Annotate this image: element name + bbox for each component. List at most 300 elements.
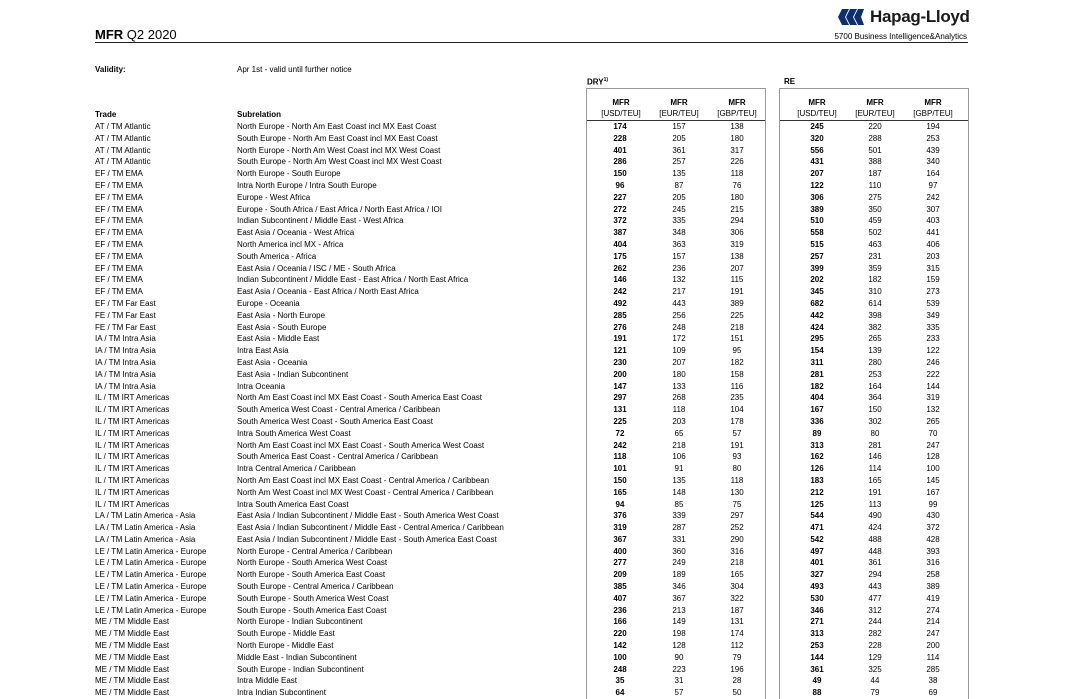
dry-gbp-cell: 79 [732, 652, 742, 662]
re-usd-cell: 202 [810, 275, 824, 285]
re-gbp-cell: 428 [926, 534, 940, 544]
re-usd-cell: 271 [810, 617, 824, 627]
re-gbp-cell: 406 [926, 239, 940, 249]
table-row [0, 286, 1080, 298]
re-gbp-cell: 349 [926, 310, 940, 320]
dry-usd-cell: 209 [613, 570, 627, 580]
dry-eur-cell: 189 [672, 570, 686, 580]
dry-gbp-cell: 218 [730, 322, 744, 332]
dry-eur-cell: 367 [672, 593, 686, 603]
trade-cell: EF / TM EMA [95, 251, 143, 261]
subrelation-origin: Intra East Asia [237, 346, 289, 356]
subrelation-destination: North Am West Coast incl MX West Coast [291, 145, 441, 155]
re-gbp-cell: 273 [926, 287, 940, 297]
dry-eur-cell: 157 [672, 251, 686, 261]
subrelation-cell: North Am East Coast incl MX East Coast - South America West Coast [237, 440, 485, 450]
subrelation-origin: South America [237, 251, 290, 261]
subrelation-cell: South America West Coast - Central America / Caribbean [237, 405, 441, 415]
dry-eur-cell: 91 [674, 464, 684, 474]
re-eur-cell: 350 [868, 204, 882, 214]
re-usd-cell: 207 [810, 169, 824, 179]
dry-usd-cell: 64 [615, 688, 625, 698]
subrelation-cell: East Asia / Indian Subcontinent / Middle East - South America West Coast [237, 511, 499, 521]
dry-usd-cell: 400 [613, 546, 627, 556]
dry-usd-cell: 248 [613, 664, 627, 674]
re-usd-cell: 295 [810, 334, 824, 344]
dry-usd-cell: 242 [613, 440, 627, 450]
table-row [0, 581, 1080, 593]
table-row [0, 251, 1080, 263]
re-eur-cell: 459 [868, 216, 882, 226]
trade-cell: EF / TM EMA [95, 216, 143, 226]
re-usd-cell: 389 [810, 204, 824, 214]
re-eur-cell: 228 [868, 641, 882, 651]
trade-cell: LE / TM Latin America - Europe [95, 605, 207, 615]
subrelation-cell: South America East Coast - Central America / Caribbean [237, 452, 438, 462]
re-eur-cell: 182 [868, 275, 882, 285]
trade-cell: FE / TM Far East [95, 310, 156, 320]
dry-eur-cell: 148 [672, 487, 686, 497]
dry-usd-cell: 401 [613, 145, 627, 155]
trade-cell: IL / TM IRT Americas [95, 499, 170, 509]
table-row [0, 451, 1080, 463]
re-usd-cell: 89 [812, 428, 822, 438]
trade-cell: IL / TM IRT Americas [95, 405, 170, 415]
trade-cell: ME / TM Middle East [95, 652, 170, 662]
dry-gbp-cell: 138 [730, 251, 744, 261]
dry-eur-cell: 180 [672, 369, 686, 379]
re-eur-cell: 280 [868, 357, 882, 367]
re-gbp-cell: 247 [926, 629, 940, 639]
subrelation-destination: Middle East [277, 334, 320, 344]
subrelation-origin: East Asia / Indian Subcontinent / Middle East [237, 511, 397, 521]
re-eur-cell: 312 [868, 605, 882, 615]
dry-gbp-cell: 187 [730, 605, 744, 615]
subrelation-cell: South Europe - Central America / Caribbean [237, 582, 394, 592]
re-gbp-cell: 335 [926, 322, 940, 332]
dry-eur-cell: 223 [672, 664, 686, 674]
table-row [0, 322, 1080, 334]
re-eur-cell: 275 [868, 192, 882, 202]
re-eur-cell: 231 [868, 251, 882, 261]
re-eur-cell: 146 [868, 452, 882, 462]
dry-usd-cell: 96 [615, 180, 625, 190]
subrelation-destination: Central America / Caribbean [403, 523, 504, 533]
re-gbp-cell: 430 [926, 511, 940, 521]
validity-value: Apr 1st - valid until further notice [237, 65, 352, 74]
dry-usd-cell: 200 [613, 369, 627, 379]
dry-gbp-cell: 252 [730, 523, 744, 533]
dry-gbp-cell: 158 [730, 369, 744, 379]
re-gbp-cell: 315 [926, 263, 940, 273]
rate-table [0, 121, 1080, 699]
table-row [0, 605, 1080, 617]
trade-cell: AT / TM Atlantic [95, 133, 151, 143]
header-divider [95, 42, 968, 43]
re-gbp-cell: 242 [926, 192, 940, 202]
re-gbp-cell: 419 [926, 593, 940, 603]
subrelation-destination: Oceania [269, 298, 300, 308]
re-usd-cell: 320 [810, 133, 824, 143]
re-usd-cell: 313 [810, 629, 824, 639]
re-eur-cell: 113 [868, 499, 882, 509]
re-usd-cell: 556 [810, 145, 824, 155]
dry-eur-cell: 85 [674, 499, 684, 509]
table-row [0, 357, 1080, 369]
re-eur-cell: 220 [868, 122, 882, 131]
dry-eur-cell: 157 [672, 122, 686, 131]
subrelation-cell: East Asia - South Europe [237, 322, 327, 332]
trade-cell: EF / TM EMA [95, 228, 143, 238]
dry-usd-cell: 220 [613, 629, 627, 639]
re-usd-cell: 346 [810, 605, 824, 615]
table-row [0, 180, 1080, 192]
re-usd-cell: 401 [810, 558, 824, 568]
table-row [0, 274, 1080, 286]
trade-cell: LA / TM Latin America - Asia [95, 511, 196, 521]
subrelation-origin: East Asia / Indian Subcontinent / Middle East [237, 523, 397, 533]
re-gbp-cell: 389 [926, 582, 940, 592]
re-usd-cell: 281 [810, 369, 824, 379]
dry-eur-cell: 87 [674, 180, 684, 190]
dry-gbp-cell: 389 [730, 298, 744, 308]
dry-gbp-header: MFR [GBP/TEU] [717, 98, 757, 118]
dry-gbp-cell: 297 [730, 511, 744, 521]
dry-eur-cell: 90 [674, 652, 684, 662]
re-eur-cell: 463 [868, 239, 882, 249]
table-row [0, 664, 1080, 676]
dry-usd-cell: 150 [613, 169, 627, 179]
re-gbp-cell: 265 [926, 416, 940, 426]
table-row [0, 310, 1080, 322]
table-row [0, 510, 1080, 522]
dry-usd-cell: 285 [613, 310, 627, 320]
re-gbp-cell: 274 [926, 605, 940, 615]
dry-usd-cell: 376 [613, 511, 627, 521]
subrelation-destination: West Africa [313, 228, 355, 238]
subrelation-cell: Indian Subcontinent / Middle East - West Africa [237, 216, 404, 226]
subrelation-destination: Indian Subcontinent [291, 617, 363, 627]
dry-usd-cell: 101 [613, 464, 627, 474]
dry-gbp-cell: 207 [730, 263, 744, 273]
re-eur-cell: 310 [868, 287, 882, 297]
subrelation-origin: Intra South America West Coast [237, 428, 351, 438]
subrelation-cell [237, 381, 285, 393]
dry-usd-cell: 100 [613, 652, 627, 662]
subrelation-origin: South America East Coast [237, 452, 331, 462]
dry-usd-cell: 272 [613, 204, 627, 214]
re-gbp-cell: 539 [926, 298, 940, 308]
re-eur-cell: 253 [868, 369, 882, 379]
dry-usd-cell: 236 [613, 605, 627, 615]
subrelation-origin: East Asia / Oceania / ISC / ME [237, 263, 346, 273]
table-row [0, 616, 1080, 628]
dry-usd-cell: 72 [615, 428, 625, 438]
subrelation-cell: Europe - West Africa [237, 192, 311, 202]
re-usd-cell: 431 [810, 157, 824, 167]
dry-eur-cell: 172 [672, 334, 686, 344]
trade-cell: EF / TM EMA [95, 204, 143, 214]
table-row [0, 440, 1080, 452]
dry-usd-cell: 319 [613, 523, 627, 533]
trade-cell: ME / TM Middle East [95, 617, 170, 627]
subrelation-origin: East Asia [237, 357, 271, 367]
dry-usd-cell: 35 [615, 676, 625, 686]
trade-cell: LA / TM Latin America - Asia [95, 534, 196, 544]
dry-eur-cell: 65 [674, 428, 684, 438]
subrelation-cell: South Europe - Middle East [237, 629, 335, 639]
subrelation-cell: South Europe - North Am East Coast incl MX East Coast [237, 133, 438, 143]
subrelation-cell [237, 428, 351, 440]
subrelation-origin: South America West Coast [237, 405, 333, 415]
dry-gbp-cell: 93 [732, 452, 742, 462]
subrelation-cell [237, 345, 289, 357]
dry-gbp-cell: 196 [730, 664, 744, 674]
dry-eur-cell: 257 [672, 157, 686, 167]
re-eur-cell: 281 [868, 440, 882, 450]
dry-usd-cell: 174 [613, 122, 627, 131]
trade-cell: LA / TM Latin America - Asia [95, 523, 196, 533]
dry-gbp-cell: 118 [730, 169, 744, 179]
re-usd-cell: 122 [810, 180, 824, 190]
subrelation-destination: Central America / Caribbean [388, 475, 490, 485]
table-row [0, 675, 1080, 687]
dry-gbp-cell: 28 [732, 676, 742, 686]
re-usd-cell: 336 [810, 416, 824, 426]
subrelation-origin: North Am East Coast incl MX East Coast [237, 440, 382, 450]
re-gbp-header: MFR [GBP/TEU] [913, 98, 953, 118]
dry-usd-cell: 191 [613, 334, 627, 344]
re-eur-cell: 302 [868, 416, 882, 426]
trade-cell: ME / TM Middle East [95, 688, 170, 698]
dry-gbp-cell: 178 [730, 416, 744, 426]
dry-gbp-cell: 304 [730, 582, 744, 592]
re-usd-cell: 542 [810, 534, 824, 544]
re-eur-cell: 165 [868, 475, 882, 485]
subrelation-origin: South Europe [237, 133, 286, 143]
re-eur-cell: 424 [868, 523, 882, 533]
dry-gbp-cell: 316 [730, 546, 744, 556]
re-eur-cell: 501 [868, 145, 882, 155]
re-gbp-cell: 97 [928, 180, 938, 190]
subrelation-destination: Indian Subcontinent [293, 664, 364, 674]
subrelation-origin: Intra Indian Subcontinent [237, 688, 326, 698]
dry-gbp-cell: 306 [730, 228, 744, 238]
dry-eur-cell: 346 [672, 582, 686, 592]
re-gbp-cell: 194 [926, 122, 940, 131]
dry-eur-cell: 109 [672, 346, 686, 356]
dry-eur-cell: 205 [672, 133, 686, 143]
re-usd-cell: 253 [810, 641, 824, 651]
dry-usd-cell: 131 [613, 405, 627, 415]
trade-cell: EF / TM EMA [95, 180, 143, 190]
dry-gbp-cell: 290 [730, 534, 744, 544]
dry-gbp-cell: 294 [730, 216, 744, 226]
trade-cell: ME / TM Middle East [95, 641, 170, 651]
re-usd-cell: 154 [810, 346, 824, 356]
dry-gbp-cell: 180 [730, 192, 744, 202]
trade-cell: ME / TM Middle East [95, 629, 170, 639]
subrelation-origin: Europe [237, 298, 263, 308]
re-gbp-cell: 307 [926, 204, 940, 214]
re-usd-cell: 345 [810, 287, 824, 297]
subrelation-cell: North Am West Coast incl MX West Coast - Central America / Caribbean [237, 487, 494, 497]
re-usd-cell: 399 [810, 263, 824, 273]
trade-cell: IL / TM IRT Americas [95, 416, 170, 426]
dry-usd-cell: 387 [613, 228, 627, 238]
subrelation-origin: Middle East [237, 652, 279, 662]
re-gbp-cell: 393 [926, 546, 940, 556]
dry-gbp-cell: 218 [730, 558, 744, 568]
dry-eur-cell: 135 [672, 475, 686, 485]
table-row [0, 133, 1080, 145]
subrelation-destination: North Am West Coast incl MX West Coast [293, 157, 442, 167]
table-row [0, 463, 1080, 475]
dry-usd-cell: 175 [613, 251, 627, 261]
subrelation-destination: Indian Subcontinent [285, 652, 357, 662]
dry-eur-cell: 217 [672, 287, 686, 297]
dry-eur-cell: 203 [672, 416, 686, 426]
trade-cell: EF / TM EMA [95, 275, 143, 285]
dry-usd-cell: 225 [613, 416, 627, 426]
re-eur-cell: 164 [868, 381, 882, 391]
trade-cell: EF / TM Far East [95, 298, 156, 308]
re-eur-cell: 44 [870, 676, 880, 686]
dry-eur-cell: 249 [672, 558, 686, 568]
dry-gbp-cell: 226 [730, 157, 744, 167]
subrelation-origin: Europe [237, 192, 263, 202]
dry-eur-header: MFR [EUR/TEU] [659, 98, 699, 118]
subrelation-origin: North Europe [237, 145, 285, 155]
table-row [0, 298, 1080, 310]
dry-gbp-cell: 174 [730, 629, 744, 639]
dry-eur-cell: 31 [674, 676, 684, 686]
trade-cell: AT / TM Atlantic [95, 157, 151, 167]
trade-cell: IA / TM Intra Asia [95, 369, 156, 379]
subrelation-cell: Europe - South Africa / East Africa / North East Africa / IOI [237, 204, 442, 214]
subrelation-cell: Middle East - Indian Subcontinent [237, 652, 357, 662]
re-usd-cell: 311 [810, 357, 824, 367]
dry-gbp-cell: 180 [730, 133, 744, 143]
subrelation-origin: South America West Coast [237, 416, 333, 426]
dry-usd-cell: 146 [613, 275, 627, 285]
re-eur-cell: 110 [868, 180, 882, 190]
dry-gbp-cell: 131 [730, 617, 744, 627]
dry-eur-cell: 360 [672, 546, 686, 556]
table-row [0, 687, 1080, 699]
subrelation-destination: South America West Coast [388, 440, 485, 450]
subrelation-origin: North Europe [237, 546, 285, 556]
subrelation-cell: South Europe - South America West Coast [237, 593, 389, 603]
re-gbp-cell: 100 [926, 464, 940, 474]
trade-cell: IL / TM IRT Americas [95, 475, 170, 485]
dry-eur-cell: 248 [672, 322, 686, 332]
dry-usd-cell: 262 [613, 263, 627, 273]
re-gbp-cell: 128 [926, 452, 940, 462]
subrelation-origin: North Am East Coast incl MX East Coast [237, 393, 382, 403]
re-usd-cell: 88 [812, 688, 822, 698]
re-eur-cell: 288 [868, 133, 882, 143]
dry-gbp-cell: 116 [730, 381, 744, 391]
subrelation-cell: South America - Africa [237, 251, 317, 261]
dry-gbp-cell: 215 [730, 204, 744, 214]
trade-cell: LE / TM Latin America - Europe [95, 558, 207, 568]
subrelation-origin: East Asia / Oceania [237, 228, 307, 238]
subrelation-cell: East Asia / Oceania / ISC / ME - South Africa [237, 263, 396, 273]
subrelation-origin: North Am West Coast incl MX West Coast [237, 487, 386, 497]
subrelation-origin: North Europe [237, 641, 285, 651]
re-usd-cell: 49 [812, 676, 822, 686]
re-gbp-cell: 132 [926, 405, 940, 415]
subrelation-destination: East Africa / North East Africa [363, 275, 469, 285]
dry-eur-cell: 335 [672, 216, 686, 226]
dry-gbp-cell: 76 [732, 180, 742, 190]
re-gbp-cell: 319 [926, 393, 940, 403]
dry-eur-cell: 205 [672, 192, 686, 202]
re-usd-cell: 313 [810, 440, 824, 450]
subrelation-cell [237, 180, 377, 192]
table-row [0, 381, 1080, 393]
dry-usd-cell: 286 [613, 157, 627, 167]
re-eur-cell: 614 [868, 298, 882, 308]
subrelation-destination: Central America / Caribbean [337, 452, 438, 462]
subrelation-destination: Central America / Caribbean [392, 487, 494, 497]
re-usd-cell: 493 [810, 582, 824, 592]
dry-gbp-cell: 130 [730, 487, 744, 497]
subrelation-destination: Oceania [277, 357, 308, 367]
re-gbp-cell: 70 [928, 428, 938, 438]
re-usd-cell: 306 [810, 192, 824, 202]
re-usd-cell: 424 [810, 322, 824, 332]
re-eur-cell: 382 [868, 322, 882, 332]
dry-gbp-cell: 182 [730, 357, 744, 367]
subrelation-cell: East Asia - Oceania [237, 357, 308, 367]
subrelation-destination: Africa [295, 251, 317, 261]
document-title: MFR Q2 2020 [95, 27, 177, 42]
table-row [0, 499, 1080, 511]
trade-cell: EF / TM EMA [95, 192, 143, 202]
table-row [0, 487, 1080, 499]
table-row [0, 546, 1080, 558]
subrelation-destination: East Africa / North East Africa [313, 287, 419, 297]
subrelation-cell: South Europe - North Am West Coast incl MX West Coast [237, 157, 442, 167]
dry-gbp-cell: 80 [732, 464, 742, 474]
table-row [0, 192, 1080, 204]
dry-eur-cell: 213 [672, 605, 686, 615]
trade-cell: IL / TM IRT Americas [95, 452, 170, 462]
company-name: Hapag-Lloyd [870, 7, 970, 26]
subrelation-origin: North Europe [237, 169, 285, 179]
dry-gbp-cell: 75 [732, 499, 742, 509]
table-row [0, 333, 1080, 345]
re-eur-cell: 502 [868, 228, 882, 238]
dry-eur-cell: 245 [672, 204, 686, 214]
re-eur-cell: 244 [868, 617, 882, 627]
re-usd-cell: 182 [810, 381, 824, 391]
subrelation-cell: East Asia / Oceania - East Africa / North East Africa [237, 287, 419, 297]
subrelation-origin: South Europe [237, 157, 286, 167]
subrelation-destination: South America East Coast [293, 605, 387, 615]
trade-cell: LE / TM Latin America - Europe [95, 593, 207, 603]
subrelation-cell: North Europe - North Am East Coast incl MX East Coast [237, 122, 437, 131]
dry-eur-cell: 287 [672, 523, 686, 533]
dry-eur-cell: 236 [672, 263, 686, 273]
subrelation-destination: Middle East [291, 641, 334, 651]
subrelation-origin: North Europe [237, 617, 285, 627]
dry-eur-cell: 218 [672, 440, 686, 450]
table-row [0, 369, 1080, 381]
subrelation-destination: South America West Coast [403, 511, 499, 521]
